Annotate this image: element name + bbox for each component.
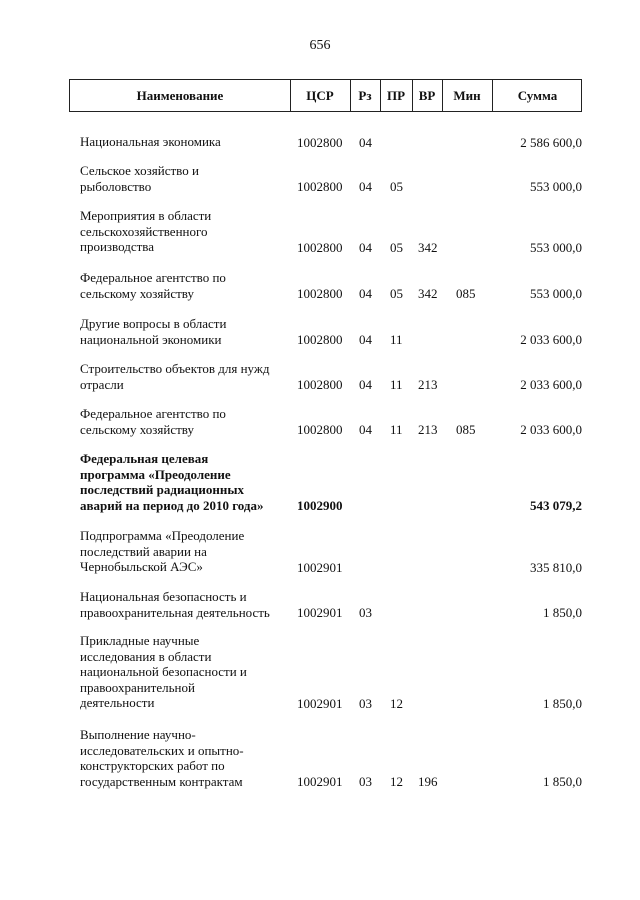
row-sum: 553 000,0 <box>530 178 582 194</box>
row-name: Строительство объектов для нужд отрасли <box>80 361 270 392</box>
table-row <box>0 406 640 437</box>
row-sum: 543 079,2 <box>530 497 582 513</box>
row-rz: 03 <box>359 773 372 789</box>
header-pr: ПР <box>386 87 406 103</box>
row-csr: 1002800 <box>297 421 343 437</box>
row-pr: 05 <box>390 285 403 301</box>
row-csr: 1002800 <box>297 285 343 301</box>
row-rz: 04 <box>359 178 372 194</box>
table-row <box>0 727 640 789</box>
row-pr: 05 <box>390 178 403 194</box>
row-rz: 03 <box>359 604 372 620</box>
row-rz: 04 <box>359 376 372 392</box>
row-sum: 1 850,0 <box>543 773 582 789</box>
row-name: Мероприятия в области сельскохозяйственного производства <box>80 208 212 254</box>
header-min: Мин <box>453 87 481 103</box>
header-name: Наименование <box>136 87 224 103</box>
row-vr: 196 <box>418 773 438 789</box>
header-vr: ВР <box>418 87 436 103</box>
row-csr: 1002901 <box>297 559 343 575</box>
row-sum: 1 850,0 <box>543 695 582 711</box>
table-row <box>0 134 640 150</box>
row-csr: 1002800 <box>297 331 343 347</box>
row-rz: 03 <box>359 695 372 711</box>
row-csr: 1002800 <box>297 239 343 255</box>
row-name: Национальная безопасность и правоохранительная деятельность <box>80 589 270 620</box>
table-row <box>0 163 640 194</box>
row-csr: 1002901 <box>297 695 343 711</box>
row-rz: 04 <box>359 285 372 301</box>
row-csr: 1002800 <box>297 376 343 392</box>
row-pr: 11 <box>390 331 403 347</box>
table-row <box>0 528 640 575</box>
row-sum: 335 810,0 <box>530 559 582 575</box>
row-vr: 213 <box>418 421 438 437</box>
row-pr: 12 <box>390 773 403 789</box>
row-csr: 1002901 <box>297 773 343 789</box>
row-pr: 11 <box>390 421 403 437</box>
row-pr: 05 <box>390 239 403 255</box>
row-name: Прикладные научные исследования в области национальной безопасности и правоохранительной деятельности <box>80 633 247 710</box>
row-name: Федеральная целевая программа «Преодоление последствий радиационных аварий на период до 2010 года» <box>80 451 264 513</box>
row-pr: 11 <box>390 376 403 392</box>
row-sum: 1 850,0 <box>543 604 582 620</box>
row-csr: 1002900 <box>297 497 343 513</box>
row-rz: 04 <box>359 331 372 347</box>
row-name: Национальная экономика <box>80 134 221 149</box>
table-row <box>0 208 640 255</box>
row-name: Сельское хозяйство и рыболовство <box>80 163 199 194</box>
row-min: 085 <box>456 285 476 301</box>
row-name: Другие вопросы в области национальной экономики <box>80 316 227 347</box>
row-pr: 12 <box>390 695 403 711</box>
row-sum: 2 033 600,0 <box>520 331 582 347</box>
table-row <box>0 589 640 620</box>
row-sum: 2 033 600,0 <box>520 421 582 437</box>
page-number: 656 <box>309 38 331 53</box>
row-vr: 342 <box>418 285 438 301</box>
row-rz: 04 <box>359 239 372 255</box>
row-sum: 2 033 600,0 <box>520 376 582 392</box>
row-name: Федеральное агентство по сельскому хозяйству <box>80 406 226 437</box>
row-name: Выполнение научно- исследовательских и опытно- конструкторских работ по государственным контрактам <box>80 727 244 789</box>
header-csr: ЦСР <box>306 87 334 103</box>
row-csr: 1002800 <box>297 178 343 194</box>
table-row <box>0 361 640 392</box>
table-row <box>0 270 640 301</box>
row-vr: 213 <box>418 376 438 392</box>
row-rz: 04 <box>359 134 372 150</box>
row-name: Федеральное агентство по сельскому хозяйству <box>80 270 226 301</box>
header-rz: Рз <box>358 87 372 103</box>
header-sum: Сумма <box>517 87 558 103</box>
row-min: 085 <box>456 421 476 437</box>
table-row <box>0 633 640 711</box>
row-sum: 553 000,0 <box>530 239 582 255</box>
row-csr: 1002901 <box>297 604 343 620</box>
table-row-program <box>0 451 640 513</box>
row-csr: 1002800 <box>297 134 343 150</box>
row-vr: 342 <box>418 239 438 255</box>
row-sum: 2 586 600,0 <box>520 134 582 150</box>
row-rz: 04 <box>359 421 372 437</box>
table-row <box>0 316 640 347</box>
row-name: Подпрограмма «Преодоление последствий аварии на Чернобыльской АЭС» <box>80 528 245 574</box>
table-header <box>69 79 582 112</box>
row-sum: 553 000,0 <box>530 285 582 301</box>
